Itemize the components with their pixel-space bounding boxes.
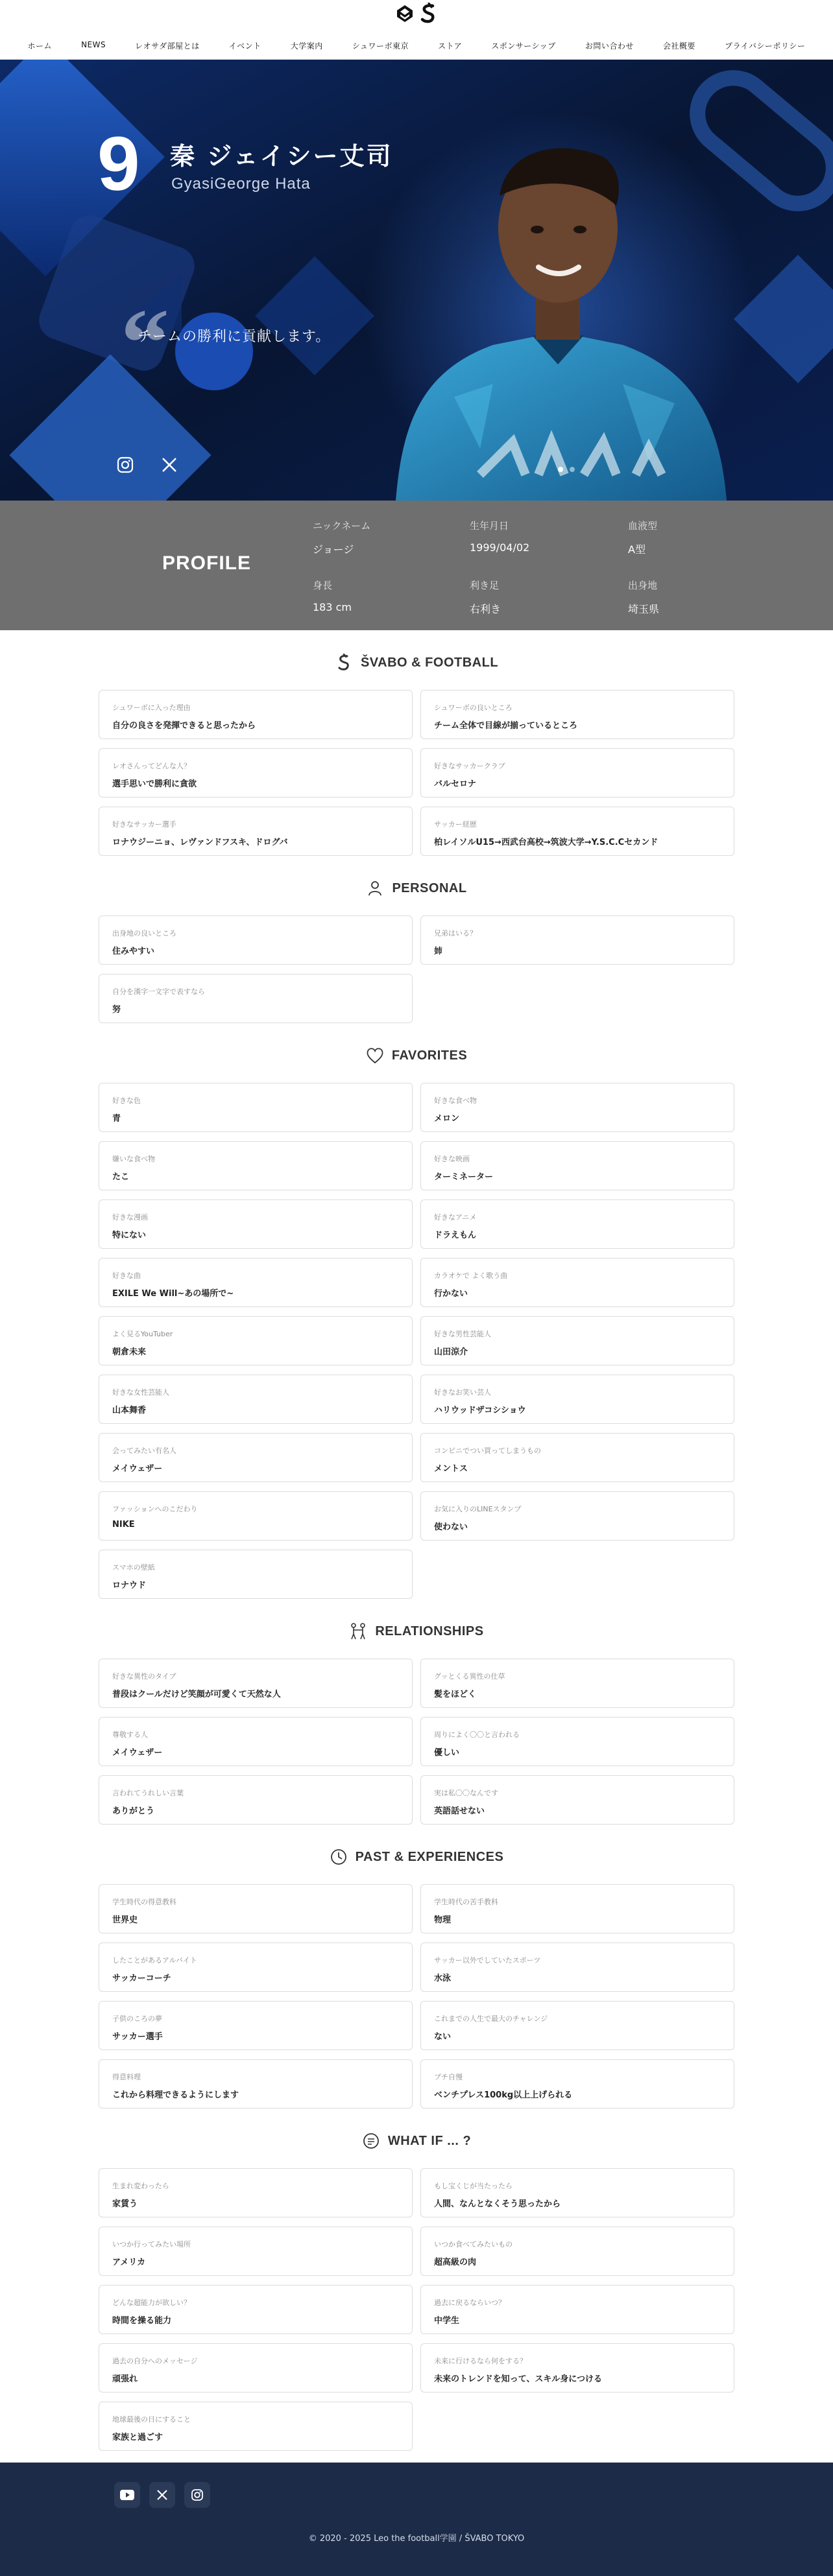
qa-card	[420, 1433, 734, 1482]
qa-question: 生まれ変わったら	[112, 2182, 169, 2190]
qa-answer: 超高級の肉	[434, 2258, 477, 2267]
qa-answer: 水泳	[434, 1974, 452, 1983]
qa-answer: ない	[434, 2032, 452, 2042]
qa-question: お気に入りのLINEスタンプ	[434, 1505, 522, 1513]
section-personal	[99, 856, 734, 1023]
qa-card	[420, 2227, 734, 2276]
qa-card	[420, 2285, 734, 2334]
qa-question: これまでの人生で最大のチャレンジ	[434, 2015, 548, 2023]
qa-question: ファッションへのこだわり	[112, 1505, 198, 1513]
qa-answer: 努	[112, 1005, 121, 1015]
qa-card	[420, 2059, 734, 2109]
qa-question: 好きな女性芸能人	[112, 1388, 169, 1397]
profile-field-label: 血液型	[628, 520, 658, 532]
qa-answer: 特にない	[112, 1231, 147, 1240]
qa-question: 自分を漢字一文字で表すなら	[112, 987, 205, 996]
qa-card	[99, 1775, 413, 1825]
qa-question: 地球最後の日にすること	[112, 2415, 191, 2424]
profile-field-label: 出身地	[628, 580, 658, 591]
section-header	[99, 644, 734, 681]
profile-field-height	[313, 578, 352, 613]
qa-question: 兄弟はいる？	[434, 929, 477, 938]
qa-card	[99, 1943, 413, 1992]
section-header	[99, 1839, 734, 1875]
logo[interactable]	[0, 4, 833, 23]
qa-answer: メントス	[434, 1464, 468, 1474]
qa-question: サッカー以外でしていたスポーツ	[434, 1956, 541, 1965]
qa-answer: ドラえもん	[434, 1231, 477, 1240]
profile-title: PROFILE	[162, 552, 252, 574]
section-what-if	[99, 2109, 734, 2451]
player-quote: チームの勝利に貢献します。	[138, 329, 331, 345]
copyright: © 2020 - 2025 Leo the football学園 / ŠVABO TOKYO	[308, 2534, 525, 2544]
nav-item-events[interactable]: イベント	[228, 41, 261, 51]
profile-field-value: 右利き	[470, 603, 501, 615]
qa-answer: ありがとう	[112, 1806, 155, 1816]
carousel-dot[interactable]	[558, 467, 563, 472]
qa-answer: 山田涼介	[434, 1347, 468, 1357]
main-nav	[0, 40, 833, 51]
qa-question: 好きなサッカークラブ	[434, 762, 505, 770]
qa-answer: ターミネーター	[434, 1172, 494, 1182]
profile-field-value: 埼玉県	[628, 603, 660, 615]
player-hero	[0, 60, 833, 501]
qa-question: 尊敬する人	[112, 1731, 148, 1739]
qa-question: 嫌いな食べ物	[112, 1155, 155, 1163]
qa-answer: EXILE We Will~あの場所で~	[112, 1289, 234, 1299]
section-header	[99, 1037, 734, 1074]
qa-answer: たこ	[112, 1172, 130, 1182]
section-header	[99, 1613, 734, 1649]
qa-card	[420, 748, 734, 798]
profile-field-value: 1999/04/02	[470, 541, 530, 554]
qa-grid	[99, 916, 734, 1023]
qa-answer: メイウェザー	[112, 1464, 163, 1474]
qa-question: サッカー経歴	[434, 820, 477, 829]
qa-card	[420, 916, 734, 965]
qa-card	[420, 1491, 734, 1541]
profile-field-nickname	[313, 519, 370, 556]
crest-logo-icon	[395, 4, 415, 23]
section-title: RELATIONSHIPS	[375, 1624, 484, 1638]
section-title: PERSONAL	[392, 880, 467, 895]
qa-card	[99, 1717, 413, 1766]
section-title: ŠVABO & FOOTBALL	[360, 655, 499, 670]
qa-question: 好きな異性のタイプ	[112, 1672, 176, 1681]
svabo-logo-icon	[335, 654, 353, 672]
section-title: PAST & EXPERIENCES	[355, 1849, 504, 1864]
qa-answer: ベンチプレス100kg以上上げられる	[434, 2090, 573, 2100]
qa-question: どんな超能力が欲しい？	[112, 2298, 191, 2307]
section-title: FAVORITES	[391, 1048, 468, 1063]
chat-icon	[362, 2132, 380, 2150]
site-header	[0, 0, 833, 60]
carousel-dots	[558, 467, 575, 472]
qa-card	[99, 1491, 413, 1541]
instagram-icon[interactable]	[184, 2482, 210, 2508]
qa-question: 好きな男性芸能人	[434, 1330, 491, 1338]
qa-question: 好きなお笑い芸人	[434, 1388, 491, 1397]
qa-question: 学生時代の得意教科	[112, 1898, 176, 1906]
qa-answer: 青	[112, 1114, 121, 1124]
qa-card	[99, 2001, 413, 2050]
qa-question: 好きな食べ物	[434, 1096, 477, 1105]
qa-answer: 物理	[434, 1915, 452, 1925]
nav-item-university[interactable]: 大学案内	[290, 41, 323, 51]
qa-question: レオさんってどんな人？	[112, 762, 191, 770]
nav-item-news[interactable]: NEWS	[81, 40, 106, 49]
qa-question: 会ってみたい有名人	[112, 1447, 176, 1455]
heart-icon	[366, 1046, 384, 1065]
qa-question: シュワーボに入った理由	[112, 703, 191, 712]
carousel-dot[interactable]	[570, 467, 575, 472]
profile-band	[0, 501, 833, 630]
qa-card	[420, 2168, 734, 2217]
qa-question: 実は私〇〇なんです	[434, 1789, 498, 1797]
profile-field-dominant-foot	[470, 578, 501, 616]
qa-answer: 髪をほどく	[434, 1690, 477, 1699]
qa-answer: これから料理できるようにします	[112, 2090, 239, 2100]
profile-field-hometown	[628, 578, 659, 616]
qa-question: 周りによく〇〇と言われる	[434, 1731, 520, 1739]
quote-icon: “	[121, 289, 169, 397]
player-name: 秦 ジェイシー丈司	[170, 142, 393, 171]
qa-card	[420, 1717, 734, 1766]
profile-field-label: 生年月日	[470, 520, 509, 532]
nav-item-about[interactable]: レオサダ部屋とは	[135, 41, 200, 51]
x-twitter-icon[interactable]	[149, 2482, 175, 2508]
qa-card	[99, 2285, 413, 2334]
profile-field-label: 利き足	[470, 580, 500, 591]
nav-item-company[interactable]: 会社概要	[662, 41, 695, 51]
qa-answer: メイウェザー	[112, 1748, 163, 1758]
qa-question: 好きな漫画	[112, 1213, 148, 1222]
qa-answer: 普段はクールだけど笑顔が可愛くて天然な人	[112, 1690, 281, 1699]
profile-field-blood-type	[628, 519, 657, 556]
person-icon	[366, 879, 384, 897]
qa-grid	[99, 1083, 734, 1599]
profile-field-label: 身長	[313, 580, 333, 591]
nav-item-contact[interactable]: お問い合わせ	[585, 41, 634, 51]
qa-card	[99, 1199, 413, 1249]
qa-card	[99, 2227, 413, 2276]
qa-question: 好きな映画	[434, 1155, 470, 1163]
qa-card	[99, 1141, 413, 1190]
profile-field-value: 183 cm	[313, 601, 352, 613]
qa-answer: 姉	[434, 947, 443, 956]
qa-question: 好きなアニメ	[434, 1213, 477, 1222]
qa-answer: 世界史	[112, 1915, 138, 1925]
qa-answer: ハリウッドザコシショウ	[434, 1406, 526, 1415]
profile-field-value: ジョージ	[313, 543, 354, 556]
qa-answer: 選手思いで勝利に貪欲	[112, 779, 197, 789]
qa-answer: 家族と過ごす	[112, 2433, 163, 2442]
qa-card	[420, 2343, 734, 2393]
qa-card	[99, 2168, 413, 2217]
qa-card	[420, 1943, 734, 1992]
qa-question: 得意料理	[112, 2073, 141, 2081]
qa-answer: メロン	[434, 1114, 460, 1124]
nav-item-sponsorship[interactable]: スポンサーシップ	[491, 41, 556, 51]
qa-answer: ロナウジーニョ、レヴァンドフスキ、ドログバ	[112, 838, 288, 847]
qa-card	[99, 1083, 413, 1132]
qa-answer: バルセロナ	[434, 779, 477, 789]
qa-card	[99, 1659, 413, 1708]
qa-grid	[99, 1884, 734, 2109]
qa-question: 学生時代の苦手教科	[434, 1898, 498, 1906]
qa-card	[99, 1550, 413, 1599]
qa-card	[99, 690, 413, 739]
qa-answer: チーム全体で目線が揃っているところ	[434, 721, 578, 731]
qa-question: もし宝くじが当たったら	[434, 2182, 513, 2190]
qa-answer: 英語話せない	[434, 1806, 485, 1816]
qa-question: コンビニでつい買ってしまうもの	[434, 1447, 541, 1455]
qa-question: いつか食べてみたいもの	[434, 2240, 513, 2249]
nav-item-svabo-tokyo[interactable]: シュワーボ東京	[352, 41, 409, 51]
qa-card	[420, 1659, 734, 1708]
qa-answer: NIKE	[112, 1520, 135, 1530]
qa-card	[99, 1433, 413, 1482]
qa-answer: 使わない	[434, 1522, 468, 1532]
relationships-icon	[349, 1622, 367, 1640]
qa-question: 過去の自分へのメッセージ	[112, 2357, 198, 2365]
qa-card	[99, 2343, 413, 2393]
youtube-icon[interactable]	[114, 2482, 140, 2508]
qa-card	[99, 2059, 413, 2109]
qa-card	[420, 690, 734, 739]
qa-answer: 人間、なんとなくそう思ったから	[434, 2199, 561, 2209]
qa-grid	[99, 690, 734, 856]
player-number: 9	[97, 121, 138, 207]
section-header	[99, 2123, 734, 2159]
qa-question: したことがあるアルバイト	[112, 1956, 197, 1965]
qa-question: 好きなサッカー選手	[112, 820, 176, 829]
qa-answer: 家賃う	[112, 2199, 138, 2209]
qa-card	[420, 807, 734, 856]
qa-card	[99, 974, 413, 1023]
qa-answer: アメリカ	[112, 2258, 146, 2267]
qa-sections	[0, 630, 833, 2451]
player-social-links	[114, 454, 180, 476]
qa-question: 未来に行けるなら何をする？	[434, 2357, 527, 2365]
profile-field-value: A型	[628, 543, 646, 556]
qa-card	[99, 1316, 413, 1365]
qa-answer: 優しい	[434, 1748, 460, 1758]
section-past-experiences	[99, 1825, 734, 2109]
qa-card	[99, 1884, 413, 1933]
qa-card	[99, 2402, 413, 2451]
section-vabo-football	[99, 630, 734, 856]
qa-question: 言われてうれしい言葉	[112, 1789, 184, 1797]
qa-answer: ロナウド	[112, 1581, 147, 1590]
qa-question: 好きな曲	[112, 1271, 141, 1280]
qa-answer: 山本舞香	[112, 1406, 147, 1415]
qa-question: 出身地の良いところ	[112, 929, 176, 938]
qa-card	[99, 1375, 413, 1424]
qa-question: 子供のころの夢	[112, 2015, 162, 2023]
qa-question: いつか行ってみたい場所	[112, 2240, 191, 2249]
qa-answer: サッカーコーチ	[112, 1974, 171, 1983]
qa-answer: 住みやすい	[112, 947, 155, 956]
profile-field-label: ニックネーム	[313, 520, 371, 532]
qa-card	[99, 748, 413, 798]
qa-card	[420, 1083, 734, 1132]
qa-card	[99, 1258, 413, 1307]
player-name-en: GyasiGeorge Hata	[171, 175, 311, 193]
qa-answer: 柏レイソルU15→西武台高校→筑波大学→Y.S.C.Cセカンド	[434, 838, 658, 847]
qa-answer: 朝倉未来	[112, 1347, 147, 1357]
qa-card	[420, 1141, 734, 1190]
footer-social-links	[114, 2482, 210, 2508]
clock-icon	[330, 1848, 348, 1866]
section-title: WHAT IF ... ?	[387, 2133, 472, 2148]
section-favorites	[99, 1023, 734, 1599]
qa-answer: 時間を操る能力	[112, 2316, 172, 2326]
qa-question: よく見るYouTuber	[112, 1330, 173, 1338]
profile-field-birthday	[470, 519, 529, 554]
qa-answer: 行かない	[434, 1289, 468, 1299]
qa-question: 過去に戻るならいつ？	[434, 2298, 505, 2307]
qa-question: プチ自慢	[434, 2073, 463, 2081]
nav-item-home[interactable]: ホーム	[27, 41, 53, 51]
qa-question: カラオケで よく歌う曲	[434, 1271, 508, 1280]
qa-answer: 頑張れ	[112, 2374, 138, 2384]
qa-question: グッとくる異性の仕草	[434, 1672, 505, 1681]
x-twitter-icon[interactable]	[158, 454, 180, 476]
qa-card	[420, 1316, 734, 1365]
qa-answer: サッカー選手	[112, 2032, 163, 2042]
qa-card	[420, 1258, 734, 1307]
qa-card	[420, 2001, 734, 2050]
qa-card	[99, 807, 413, 856]
qa-answer: 自分の良さを発揮できると思ったから	[112, 721, 256, 731]
site-footer	[0, 2463, 833, 2576]
section-relationships	[99, 1599, 734, 1825]
qa-grid	[99, 1659, 734, 1825]
qa-question: スマホの壁紙	[112, 1563, 155, 1572]
nav-item-store[interactable]: ストア	[438, 41, 463, 51]
qa-card	[420, 1375, 734, 1424]
instagram-icon[interactable]	[114, 454, 136, 476]
section-header	[99, 870, 734, 906]
qa-question: 好きな色	[112, 1096, 141, 1105]
qa-question: シュワーボの良いところ	[434, 703, 513, 712]
qa-answer: 中学生	[434, 2316, 460, 2326]
s-logo-icon	[418, 4, 438, 23]
qa-card	[420, 1884, 734, 1933]
qa-card	[420, 1199, 734, 1249]
qa-card	[99, 916, 413, 965]
nav-item-privacy[interactable]: プライバシーポリシー	[724, 41, 806, 51]
qa-card	[420, 1775, 734, 1825]
qa-answer: 未来のトレンドを知って、スキル身につける	[434, 2374, 603, 2384]
qa-grid	[99, 2168, 734, 2451]
